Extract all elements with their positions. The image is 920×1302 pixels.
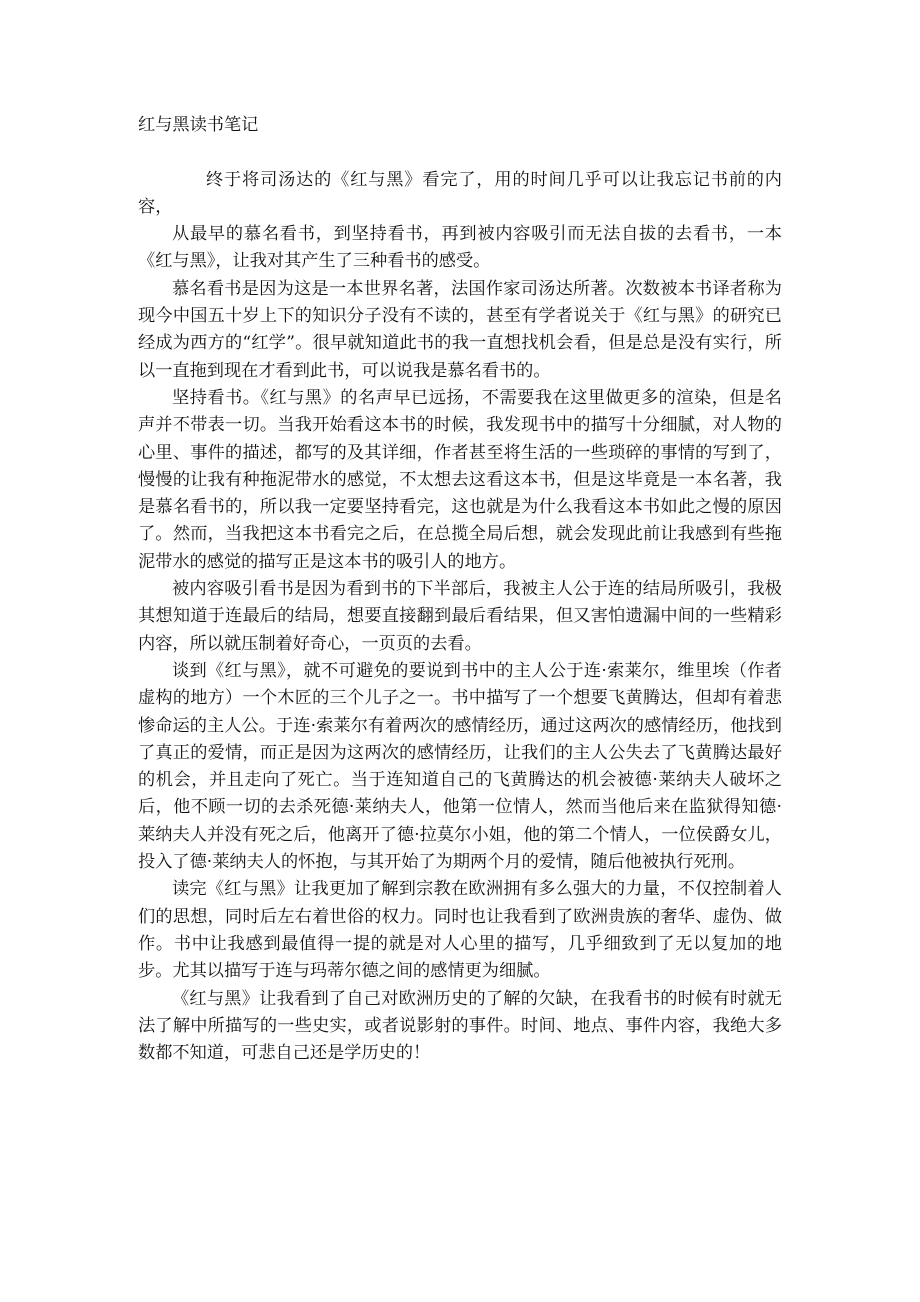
document-title: 红与黑读书笔记: [138, 115, 259, 135]
paragraph-religion: 读完《红与黑》让我更加了解到宗教在欧洲拥有多么强大的力量，不仅控制着人们的思想，同时后左右着世俗的权力。同时也让我看到了欧洲贵族的奢华、虚伪、做作。书中让我感到最值得一提的就是对人心里的描写，几乎细致到了无以复加的地步。尤其以描写于连与玛蒂尔德之间的感情更为细腻。: [138, 879, 782, 982]
paragraph-attraction: 被内容吸引看书是因为看到书的下半部后，我被主人公于连的结局所吸引，我极其想知道于连最后的结局，想要直接翻到最后看结果，但又害怕遗漏中间的一些精彩内容，所以就压制着好奇心，一页页的去看。: [138, 579, 782, 654]
paragraph-protagonist: 谈到《红与黑》，就不可避免的要说到书中的主人公于连·索莱尔，维里埃（作者虚构的地方）一个木匠的三个儿子之一。书中描写了一个想要飞黄腾达，但却有着悲惨命运的主人公。于连·索莱尔有着两次的感情经历，通过这两次的感情经历，他找到了真正的爱情，而正是因为这两次的感情经历，让我们的主人公失去了飞黄腾达最好的机会，并且走向了死亡。当于连知道自己的飞黄腾达的机会被德·莱纳夫人破坏之后，他不顾一切的去杀死德·莱纳夫人，他第一位情人，然而当他后来在监狱得知德·莱纳夫人并没有死之后，他离开了德·拉莫尔小姐，他的第二个情人，一位侯爵女儿，投入了德·莱纳夫人的怀抱，与其开始了为期两个月的爱情，随后他被执行死刑。: [138, 660, 782, 873]
paragraph-persistence: 坚持看书。《红与黑》的名声早已远扬，不需要我在这里做更多的渲染，但是名声并不带表一切。当我开始看这本书的时候，我发现书中的描写十分细腻，对人物的心里、事件的描述，都写的及其详细，作者甚至将生活的一些琐碎的事情的写到了，慢慢的让我有种拖泥带水的感觉，不太想去这看这本书，但是这毕竟是一本名著，我是慕名看书的，所以我一定要坚持看完，这也就是为什么我看这本书如此之慢的原因了。然而，当我把这本书看完之后，在总揽全局后想，就会发现此前让我感到有些拖泥带水的感觉的描写正是这本书的吸引人的地方。: [138, 387, 782, 572]
title-spacer: [138, 139, 782, 166]
document-body: [138, 112, 782, 1067]
paragraph-reputation: 慕名看书是因为这是一本世界名著，法国作家司汤达所著。次数被本书译者称为现今中国五十岁上下的知识分子没有不读的，甚至有学者说关于《红与黑》的研究已经成为西方的“红学”。很早就知道此书的我一直想找机会看，但是总是没有实行，所以一直拖到现在才看到此书，可以说我是慕名看书的。: [138, 278, 782, 381]
paragraph-three-feelings: 从最早的慕名看书，到坚持看书，再到被内容吸引而无法自拔的去看书，一本《红与黑》，让我对其产生了三种看书的感受。: [138, 224, 782, 272]
paragraph-intro: 终于将司汤达的《红与黑》看完了，用的时间几乎可以让我忘记书前的内容，: [138, 169, 782, 217]
paragraph-history: 《红与黑》让我看到了自己对欧洲历史的了解的欠缺，在我看书的时候有时就无法了解中所描写的一些史实，或者说影射的事件。时间、地点、事件内容，我绝大多数都不知道，可悲自己还是学历史的！: [138, 988, 782, 1064]
